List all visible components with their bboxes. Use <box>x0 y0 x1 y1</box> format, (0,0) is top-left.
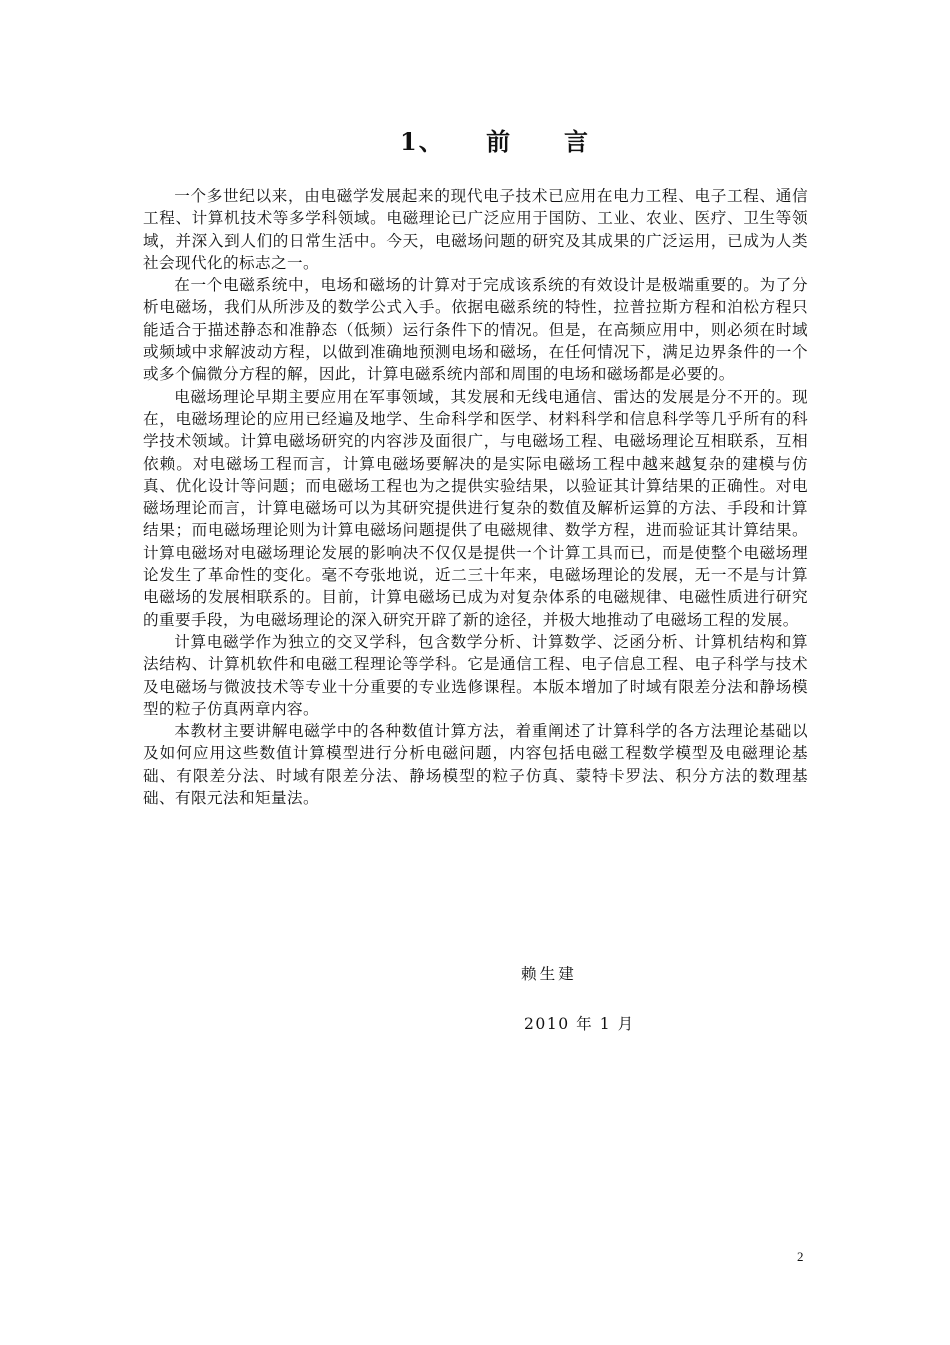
date-line: 2010 年 1 月 <box>524 1015 635 1033</box>
author-signature: 赖生建 <box>521 965 577 983</box>
preface-body <box>143 185 808 809</box>
paragraph-3: 电磁场理论早期主要应用在军事领域，其发展和无线电通信、雷达的发展是分不开的。现在，电磁场理论的应用已经遍及地学、生命科学和医学、材料科学和信息科学等几乎所有的科学技术领域。计算电磁场研究的内容涉及面很广，与电磁场工程、电磁场理论互相联系，互相依赖。对电磁场工程而言，计算电磁场要解决的是实际电磁场工程中越来越复杂的建模与仿真、优化设计等问题；而电磁场工程也为之提供实验结果，以验证其计算结果的正确性。对电磁场理论而言，计算电磁场可以为其研究提供进行复杂的数值及解析运算的方法、手段和计算结果；而电磁场理论则为计算电磁场问题提供了电磁规律、数学方程，进而验证其计算结果。计算电磁场对电磁场理论发展的影响决不仅仅是提供一个计算工具而已，而是使整个电磁场理论发生了革命性的变化。毫不夸张地说，近二三十年来，电磁场理论的发展，无一不是与计算电磁场的发展相联系的。目前，计算电磁场已成为对复杂体系的电磁规律、电磁性质进行研究的重要手段，为电磁场理论的深入研究开辟了新的途径，并极大地推动了电磁场工程的发展。 <box>143 387 808 629</box>
paragraph-4: 计算电磁学作为独立的交叉学科，包含数学分析、计算数学、泛函分析、计算机结构和算法结构、计算机软件和电磁工程理论等学科。它是通信工程、电子信息工程、电子科学与技术及电磁场与微波技术等专业十分重要的专业选修课程。本版本增加了时域有限差分法和静场模型的粒子仿真两章内容。 <box>143 632 808 718</box>
page-title: 1、 前 言 <box>400 127 590 156</box>
paragraph-1: 一个多世纪以来，由电磁学发展起来的现代电子技术已应用在电力工程、电子工程、通信工程、计算机技术等多学科领域。电磁理论已广泛应用于国防、工业、农业、医疗、卫生等领域，并深入到人们的日常生活中。今天，电磁场问题的研究及其成果的广泛运用，已成为人类社会现代化的标志之一。 <box>143 187 808 272</box>
paragraph-5: 本教材主要讲解电磁学中的各种数值计算方法，着重阐述了计算科学的各方法理论基础以及如何应用这些数值计算模型进行分析电磁问题，内容包括电磁工程数学模型及电磁理论基础、有限差分法、时域有限差分法、静场模型的粒子仿真、蒙特卡罗法、积分方法的数理基础、有限元法和矩量法。 <box>143 722 808 808</box>
page-number: 2 <box>797 1249 804 1264</box>
paragraph-2: 在一个电磁系统中，电场和磁场的计算对于完成该系统的有效设计是极端重要的。为了分析电磁场，我们从所涉及的数学公式入手。依据电磁系统的特性，拉普拉斯方程和泊松方程只能适合于描述静态和准静态（低频）运行条件下的情况。但是，在高频应用中，则必须在时域或频域中求解波动方程，以做到准确地预测电场和磁场，在任何情况下，满足边界条件的一个或多个偏微分方程的解，因此，计算电磁系统内部和周围的电场和磁场都是必要的。 <box>143 276 808 384</box>
